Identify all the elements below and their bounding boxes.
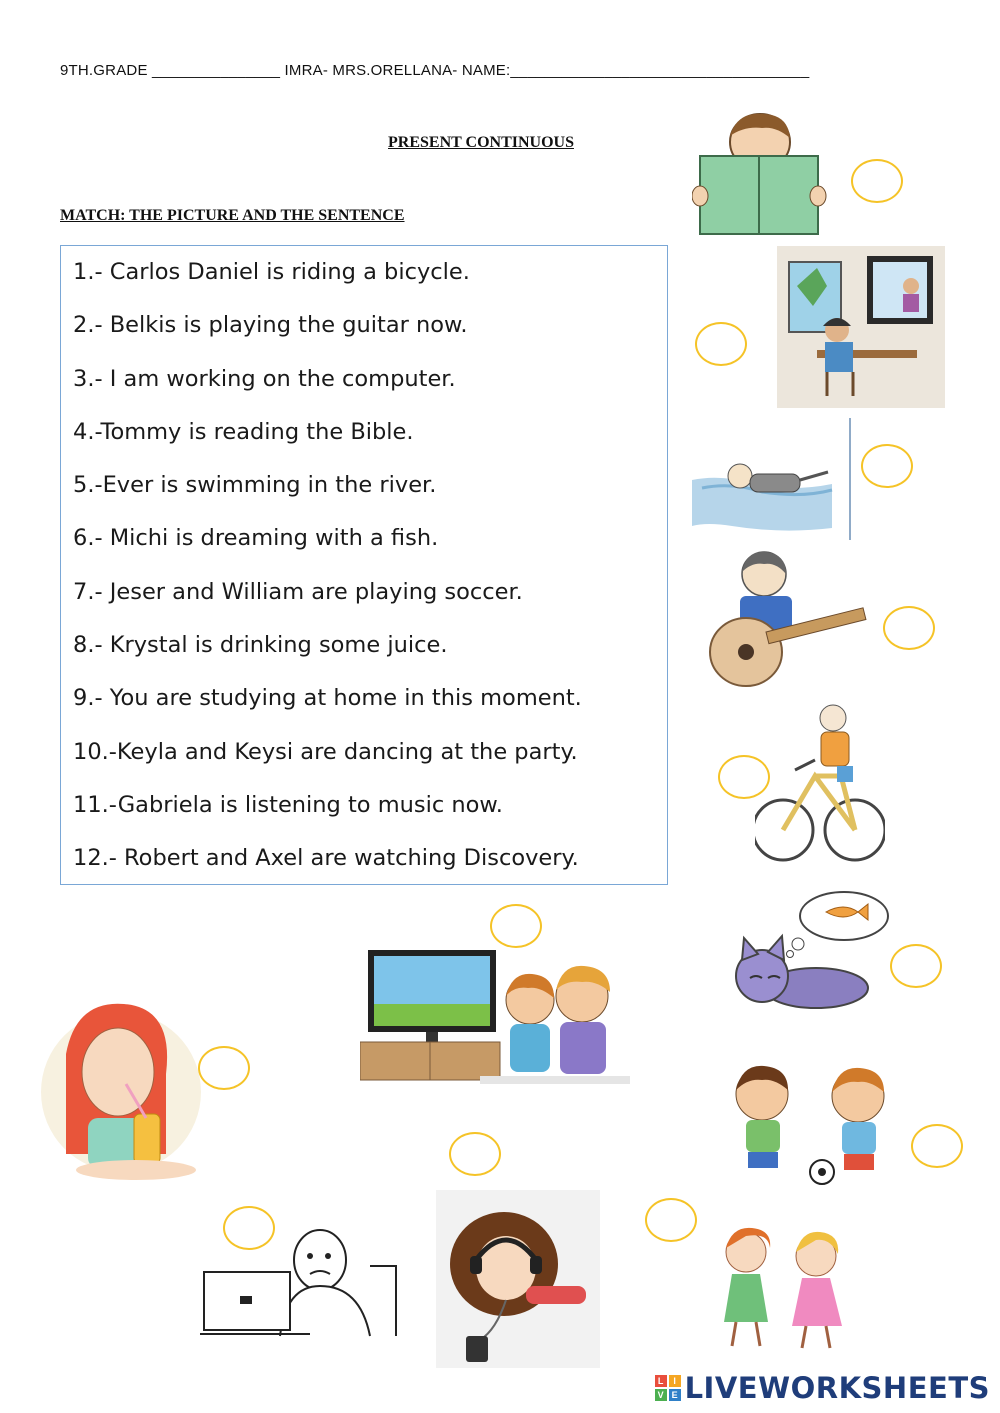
boy-riding-bicycle-icon bbox=[755, 700, 885, 870]
instructions: MATCH: THE PICTURE AND THE SENTENCE bbox=[60, 207, 405, 224]
answer-circle[interactable] bbox=[223, 1206, 275, 1250]
sentence-item: 6.- Michi is dreaming with a fish. bbox=[73, 525, 439, 552]
sentence-item: 1.- Carlos Daniel is riding a bicycle. bbox=[73, 259, 470, 285]
sentence-box bbox=[60, 245, 668, 885]
logo-text: LIVEWORKSHEETS bbox=[684, 1371, 990, 1405]
logo-badge-icon: L I V E bbox=[655, 1375, 681, 1401]
answer-circle[interactable] bbox=[890, 944, 942, 988]
sentence-item: 9.- You are studying at home in this moment. bbox=[73, 685, 582, 712]
sentence-item: 10.-Keyla and Keysi are dancing at the party. bbox=[73, 738, 578, 765]
sentence-item: 7.- Jeser and William are playing soccer. bbox=[73, 578, 523, 605]
sentence-item: 3.- I am working on the computer. bbox=[73, 365, 456, 392]
boy-reading-book-icon bbox=[692, 110, 832, 238]
child-playing-guitar-icon bbox=[706, 548, 870, 690]
answer-circle[interactable] bbox=[695, 322, 747, 366]
kids-watching-tv-icon bbox=[360, 950, 630, 1092]
sentence-item: 5.-Ever is swimming in the river. bbox=[73, 472, 437, 499]
liveworksheets-logo bbox=[655, 1371, 990, 1405]
answer-circle[interactable] bbox=[883, 606, 935, 650]
page-title: PRESENT CONTINUOUS bbox=[388, 134, 574, 151]
header-line: 9TH.GRADE _______________ IMRA- MRS.ORELLANA- NAME:___________________________________ bbox=[60, 62, 810, 79]
cat-dreaming-fish-icon bbox=[722, 888, 890, 1016]
sentence-list bbox=[73, 254, 582, 894]
sentence-item: 2.- Belkis is playing the guitar now. bbox=[73, 312, 468, 339]
girl-drinking-juice-icon bbox=[36, 994, 206, 1190]
answer-circle[interactable] bbox=[911, 1124, 963, 1168]
answer-circle[interactable] bbox=[718, 755, 770, 799]
answer-circle[interactable] bbox=[851, 159, 903, 203]
sentence-item: 11.-Gabriela is listening to music now. bbox=[73, 791, 503, 818]
sentence-item: 8.- Krystal is drinking some juice. bbox=[73, 632, 448, 659]
answer-circle[interactable] bbox=[449, 1132, 501, 1176]
girls-dancing-icon bbox=[712, 1222, 862, 1352]
answer-circle[interactable] bbox=[198, 1046, 250, 1090]
sentence-item: 12.- Robert and Axel are watching Discovery. bbox=[73, 845, 579, 872]
answer-circle[interactable] bbox=[490, 904, 542, 948]
person-swimming-icon bbox=[692, 418, 852, 540]
student-online-class-icon bbox=[777, 246, 945, 408]
sentence-item: 4.-Tommy is reading the Bible. bbox=[73, 418, 414, 445]
answer-circle[interactable] bbox=[645, 1198, 697, 1242]
girl-listening-music-icon bbox=[436, 1190, 600, 1368]
answer-circle[interactable] bbox=[861, 444, 913, 488]
boys-playing-soccer-icon bbox=[722, 1060, 900, 1192]
